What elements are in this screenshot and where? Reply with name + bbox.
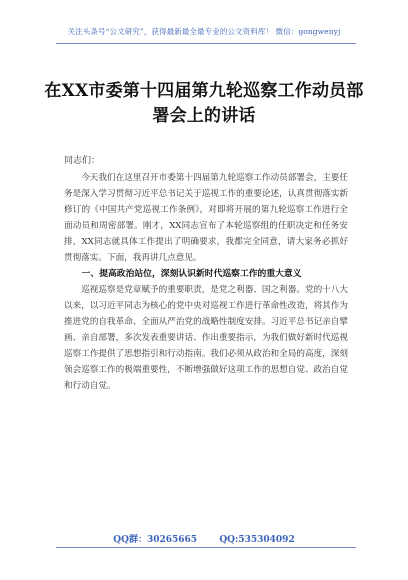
- footer-qq-group: QQ群：30265665: [113, 535, 198, 545]
- document-title: 在XX市委第十四届第九轮巡察工作动员部署会上的讲话: [44, 81, 364, 126]
- section-1-paragraph: 巡视巡察是党章赋予的重要职责，是党之利器、国之利器。党的十八大以来，以习近平同志为核心的党中央对巡视工作进行革命性改造，将其作为推进党的自我革命、全面从严治党的战略性制度安排。习近平总书记亲自擘画、亲自部署，多次发表重要讲话、作出重要指示，为我们做好新时代巡视巡察工作提供了思想指引和行动指南。我们必须从政治和全局的高度，深刻领会巡察工作的极端重要性，不断增强做好这项工作的思想自觉、政治自觉和行动自觉。: [64, 285, 348, 391]
- footer-qq: QQ:535304092: [219, 535, 295, 545]
- document-body: [64, 170, 348, 394]
- section-heading-1: 一、提高政治站位，深刻认识新时代巡察工作的重大意义: [81, 269, 302, 279]
- footer-contact: [0, 532, 408, 545]
- footer-divider: [56, 547, 356, 548]
- salutation: 同志们：: [64, 156, 101, 166]
- header-promo-note: 关注头条号“公文研究”，获得最新最全最专业的公文资料库！ 微信：gongwenyj: [67, 27, 341, 36]
- intro-paragraph: 今天我们在这里召开市委第十四届第九轮巡察工作动员部署会，主要任务是深入学习贯彻习近平总书记关于巡视工作的重要论述，认真贯彻落实新修订的《中国共产党巡视工作条例》，对即将开展的第九轮巡察工作进行全面动员和周密部署。刚才，XX同志宣布了本轮巡察组的任职决定和任务安排，XX同志就具体工作提出了明确要求，我都完全同意，请大家务必抓好贯彻落实。下面，我再讲几点意见。: [64, 173, 348, 263]
- header-divider: [56, 43, 356, 44]
